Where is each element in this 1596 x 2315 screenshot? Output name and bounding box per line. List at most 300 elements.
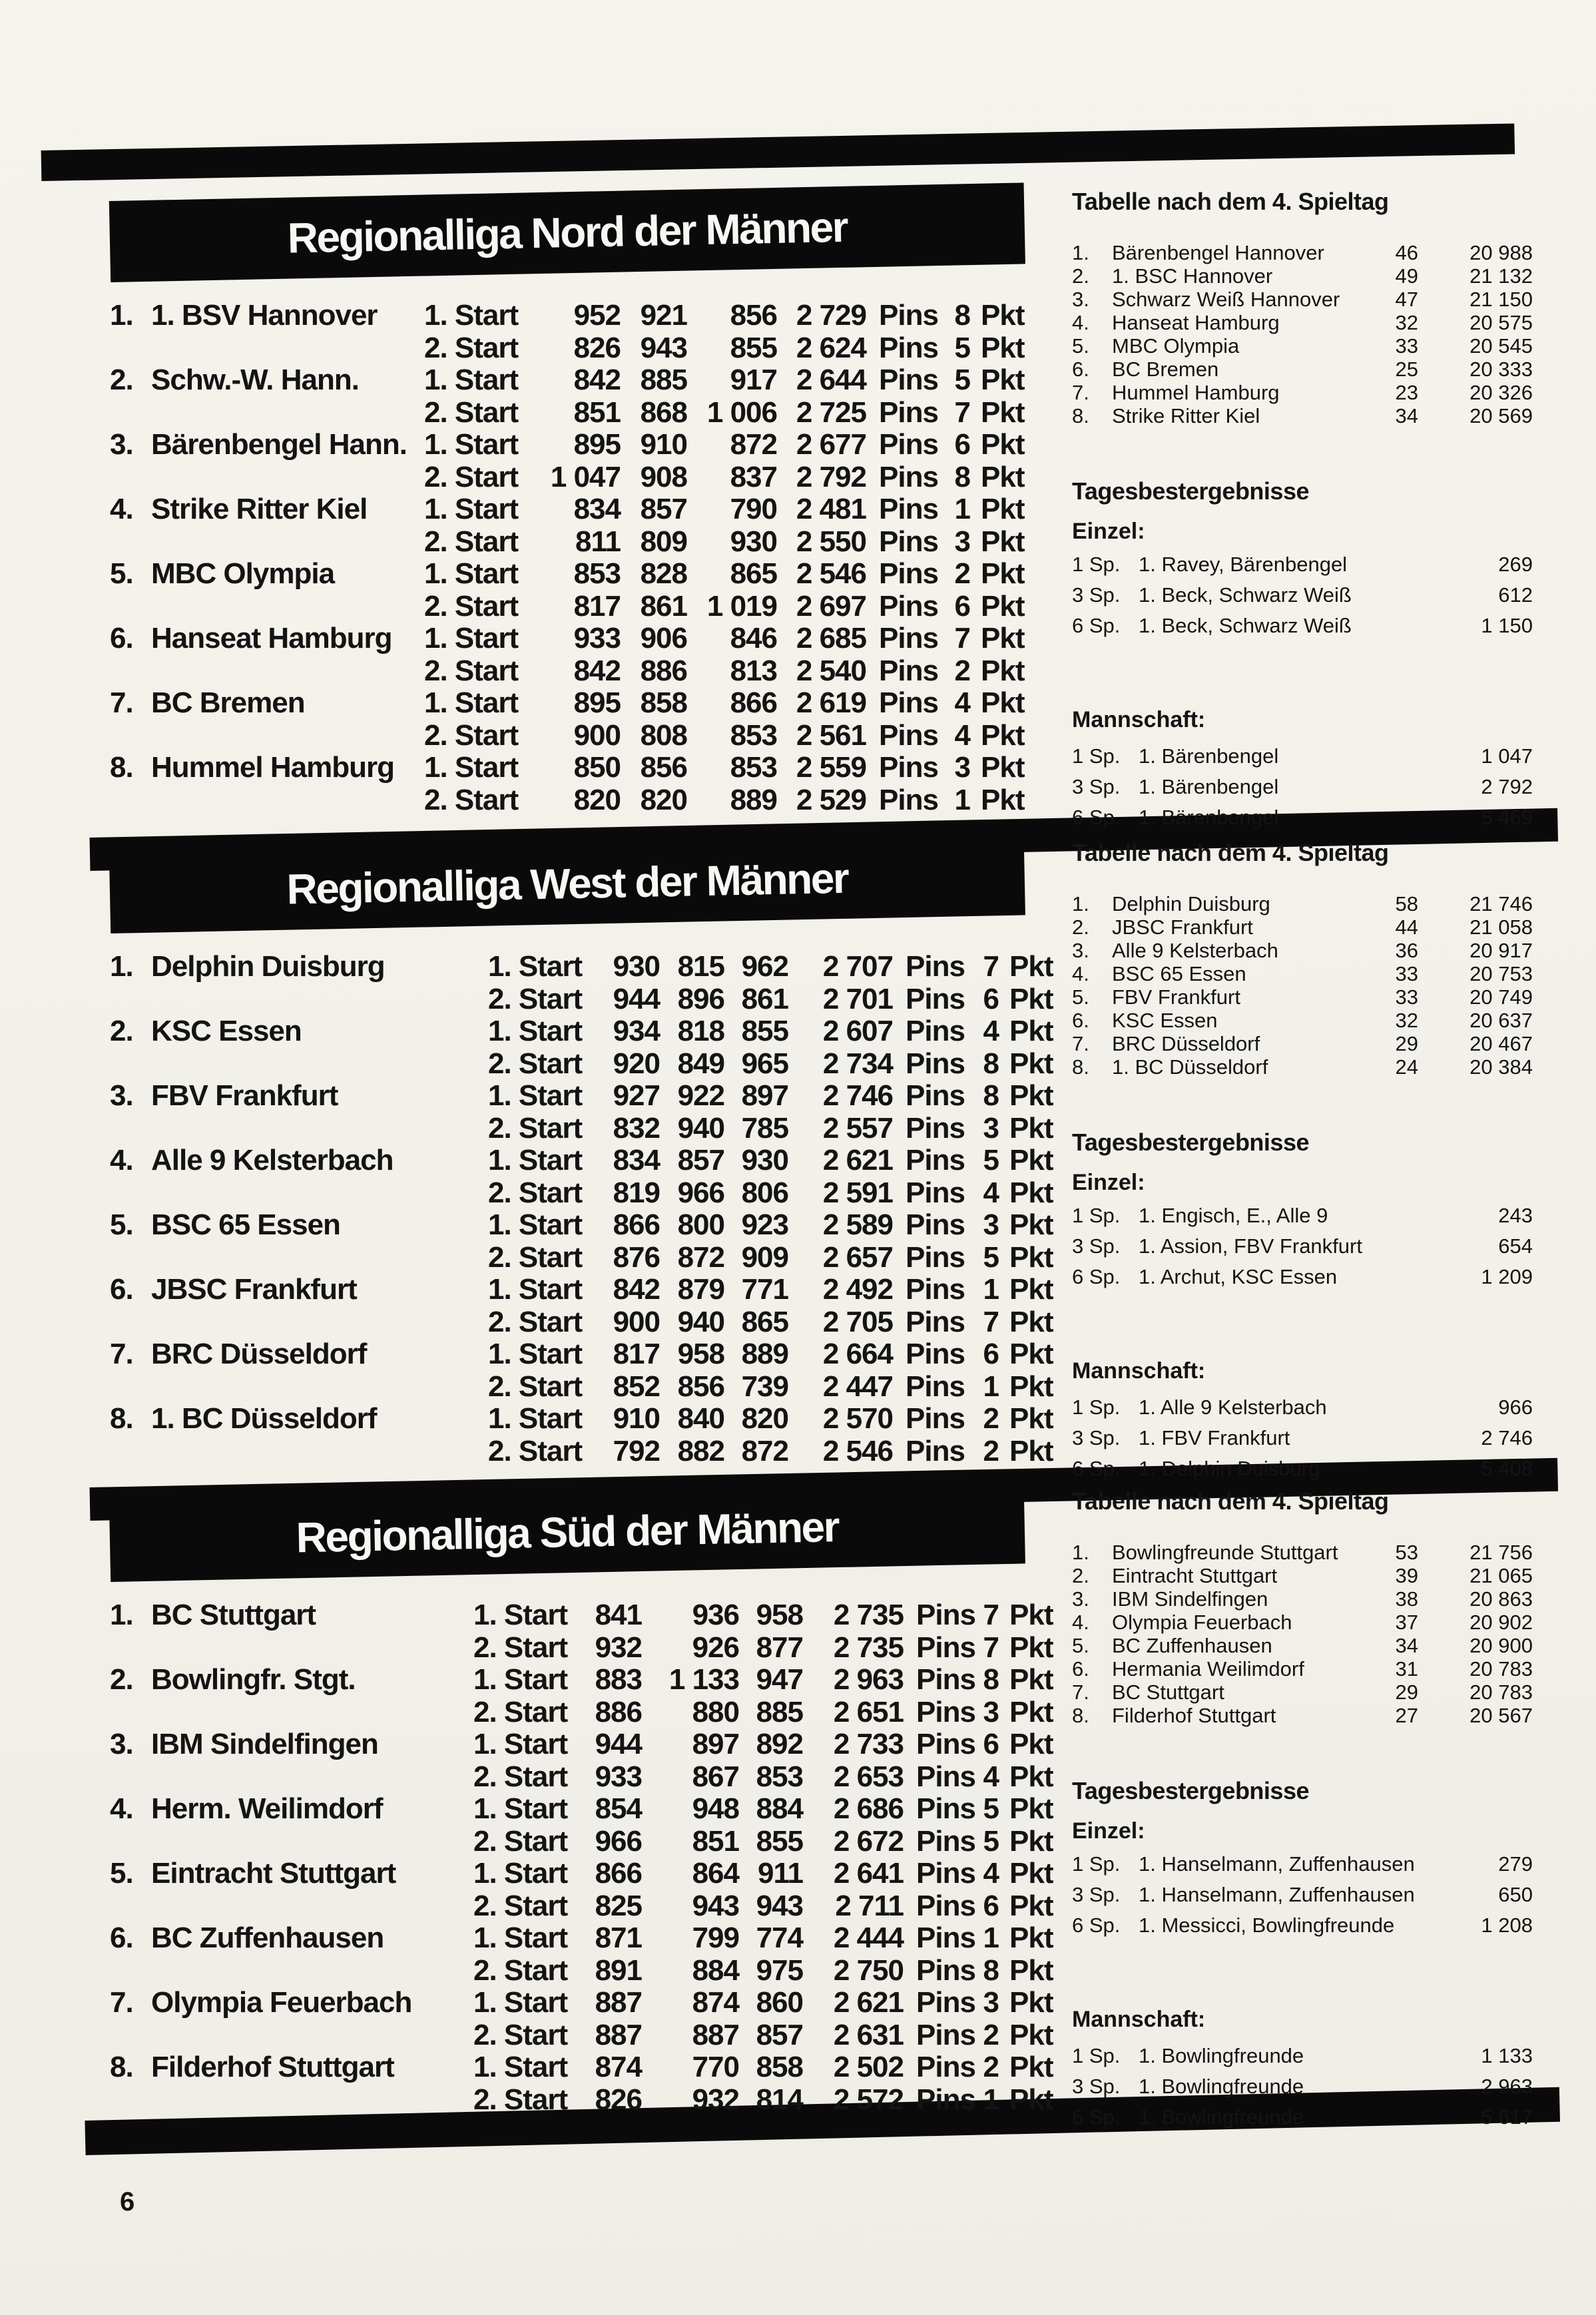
einzel-label: Einzel:: [1072, 1170, 1145, 1195]
standings-points: 24: [1395, 1055, 1418, 1079]
match-points: 3: [983, 1695, 999, 1728]
best-score: 654: [1498, 1234, 1533, 1258]
standings-row: [1072, 1587, 1533, 1611]
total-pins: 2 481: [796, 493, 866, 525]
standings-team: JBSC Frankfurt: [1112, 915, 1253, 939]
game-3-score: 877: [756, 1631, 803, 1664]
game-2-score: 879: [677, 1273, 724, 1306]
page-number: 6: [120, 2187, 135, 2216]
top-divider-bar: [41, 123, 1515, 181]
start-label: 2. Start: [488, 1370, 583, 1403]
team-rank: 8.: [110, 1402, 133, 1435]
team-rank: 4.: [110, 1144, 133, 1176]
total-pins: 2 557: [822, 1111, 893, 1145]
team-rank: 6.: [110, 1922, 133, 1954]
pins-label: Pins: [906, 1338, 965, 1370]
einzel-best-list: [1072, 549, 1533, 641]
game-2-score: 887: [692, 2018, 739, 2051]
standings-points: 25: [1395, 358, 1418, 381]
pins-label: Pins: [879, 654, 938, 687]
team-row: [110, 1145, 1055, 1209]
game-2-score: 864: [692, 1857, 739, 1890]
pins-label: Pins: [906, 1370, 965, 1403]
pkt-label: Pkt: [981, 654, 1025, 687]
pins-label: Pins: [906, 1144, 965, 1176]
team-name: 1. BC Düsseldorf: [151, 1402, 377, 1435]
game-3-score: 872: [741, 1434, 788, 1467]
team-best-row: [1072, 2041, 1533, 2071]
team-rank: 4.: [110, 493, 133, 525]
total-pins: 2 701: [822, 982, 893, 1015]
total-pins: 2 651: [833, 1695, 904, 1728]
standings-team: BC Bremen: [1112, 358, 1219, 381]
game-2-score: 958: [677, 1338, 724, 1370]
standings-rank: 2.: [1072, 915, 1089, 939]
pkt-label: Pkt: [1009, 1208, 1053, 1241]
team-name: Schw.-W. Hann.: [151, 364, 359, 396]
standings-row: [1072, 264, 1533, 288]
total-pins: 2 644: [796, 364, 866, 396]
team-best-row: [1072, 2102, 1533, 2133]
start-label: 2. Start: [488, 1047, 583, 1080]
standings-pins: 20 902: [1469, 1611, 1533, 1634]
game-2-score: 849: [677, 1047, 724, 1080]
standings-team: Hanseat Hamburg: [1112, 311, 1280, 334]
team-best-list: [1072, 741, 1533, 833]
team-best-row: [1072, 1423, 1533, 1453]
pins-label: Pins: [916, 1760, 975, 1793]
standings-rank: 5.: [1072, 334, 1089, 358]
team-entry: 1. FBV Frankfurt: [1139, 1426, 1290, 1449]
team-row: [110, 364, 1024, 429]
player-entry: 1. Assion, FBV Frankfurt: [1139, 1234, 1362, 1258]
player-entry: 1. Messicci, Bowlingfreunde: [1139, 1914, 1395, 1937]
best-score: 5 617: [1481, 2105, 1533, 2129]
team-name: Filderhof Stuttgart: [151, 2051, 394, 2083]
team-entry: 1. Bowlingfreunde: [1139, 2075, 1304, 2098]
pkt-label: Pkt: [981, 589, 1025, 623]
match-points: 8: [983, 1047, 999, 1080]
total-pins: 2 697: [796, 589, 866, 623]
best-score: 243: [1498, 1204, 1533, 1227]
standings-row: [1072, 404, 1533, 427]
total-pins: 2 621: [822, 1144, 893, 1176]
game-2-score: 884: [692, 1953, 739, 1987]
team-row: [110, 1728, 1059, 1793]
total-pins: 2 711: [835, 1889, 904, 1922]
pins-label: Pins: [906, 982, 965, 1015]
game-3-score: 892: [756, 1728, 803, 1760]
standings-row: [1072, 915, 1533, 939]
team-rank: 6.: [110, 622, 133, 654]
pkt-label: Pkt: [1009, 1986, 1053, 2019]
game-3-score: 965: [741, 1047, 788, 1080]
team-name: BC Stuttgart: [151, 1599, 316, 1631]
start-label: 2. Start: [488, 1434, 583, 1467]
team-rank: 5.: [110, 1208, 133, 1241]
match-points: 5: [983, 1792, 999, 1825]
game-1-score: 900: [573, 718, 621, 752]
team-row: [110, 1338, 1055, 1403]
game-3-score: 962: [741, 950, 788, 983]
standings-points: 47: [1395, 288, 1418, 311]
start-label: 2. Start: [473, 1631, 568, 1664]
games-count: 3 Sp.: [1072, 1883, 1121, 1906]
team-row: [110, 429, 1024, 493]
standings-rank: 1.: [1072, 892, 1089, 915]
standings-rank: 6.: [1072, 1657, 1089, 1680]
game-2-score: 851: [692, 1824, 739, 1858]
pkt-label: Pkt: [1009, 1176, 1053, 1209]
best-score: 966: [1498, 1396, 1533, 1419]
pins-label: Pins: [879, 364, 938, 396]
start-label: 2. Start: [473, 1760, 568, 1793]
match-points: 3: [954, 751, 970, 784]
total-pins: 2 570: [822, 1402, 893, 1435]
standings-title: Tabelle nach dem 4. Spieltag: [1072, 1487, 1389, 1515]
standings-rank: 7.: [1072, 381, 1089, 404]
standings-rank: 2.: [1072, 264, 1089, 288]
game-1-score: 851: [573, 395, 621, 429]
total-pins: 2 707: [822, 950, 893, 983]
start-label: 2. Start: [424, 525, 519, 558]
team-entry: 1. Alle 9 Kelsterbach: [1139, 1396, 1327, 1419]
game-3-score: 846: [730, 622, 777, 654]
match-points: 8: [954, 460, 970, 493]
standings-team: Filderhof Stuttgart: [1112, 1704, 1276, 1727]
standings-team: Eintracht Stuttgart: [1112, 1564, 1278, 1587]
pkt-label: Pkt: [1009, 1728, 1053, 1760]
start-label: 1. Start: [488, 1208, 583, 1241]
game-3-score: 889: [741, 1338, 788, 1370]
team-rank: 8.: [110, 2051, 133, 2083]
game-1-score: 817: [573, 589, 621, 623]
standings-row: [1072, 1032, 1533, 1055]
pkt-label: Pkt: [1009, 1305, 1053, 1338]
team-entry: 1. Bärenbengel: [1139, 744, 1279, 768]
start-label: 2. Start: [473, 1695, 568, 1728]
standings-rank: 4.: [1072, 311, 1089, 334]
game-2-score: 897: [692, 1728, 739, 1760]
total-pins: 2 621: [833, 1986, 904, 2019]
match-points: 1: [983, 1922, 999, 1954]
standings-row: [1072, 1657, 1533, 1680]
standings-pins: 20 753: [1469, 962, 1533, 985]
total-pins: 2 631: [833, 2018, 904, 2051]
best-score: 5 469: [1481, 806, 1533, 829]
team-row: [110, 1015, 1055, 1080]
match-points: 5: [954, 364, 970, 396]
games-count: 6 Sp.: [1072, 1265, 1121, 1288]
match-points: 6: [983, 1889, 999, 1922]
team-best-list: [1072, 2041, 1533, 2133]
einzel-best-list: [1072, 1200, 1533, 1292]
pkt-label: Pkt: [1009, 1857, 1053, 1890]
pkt-label: Pkt: [1009, 1434, 1053, 1467]
standings-row: [1072, 1704, 1533, 1727]
team-rank: 5.: [110, 557, 133, 590]
einzel-label: Einzel:: [1072, 519, 1145, 544]
game-3-score: 861: [741, 982, 788, 1015]
best-score: 2 746: [1481, 1426, 1533, 1449]
daybest-title: Tagesbestergebnisse: [1072, 1129, 1309, 1156]
total-pins: 2 653: [833, 1760, 904, 1793]
standings-team: KSC Essen: [1112, 1009, 1218, 1032]
games-count: 1 Sp.: [1072, 744, 1121, 768]
player-entry: 1. Beck, Schwarz Weiß: [1139, 583, 1352, 607]
game-3-score: 853: [730, 751, 777, 784]
total-pins: 2 559: [796, 751, 866, 784]
standings-rank: 6.: [1072, 358, 1089, 381]
standings-team: Delphin Duisburg: [1112, 892, 1270, 915]
standings-points: 34: [1395, 1634, 1418, 1657]
player-entry: 1. Hanselmann, Zuffenhausen: [1139, 1852, 1415, 1876]
pins-label: Pins: [879, 525, 938, 558]
einzel-best-row: [1072, 1200, 1533, 1231]
einzel-best-row: [1072, 1880, 1533, 1910]
standings-row: [1072, 241, 1533, 264]
game-1-score: 854: [595, 1792, 642, 1825]
standings-points: 29: [1395, 1032, 1418, 1055]
game-3-score: 889: [730, 783, 777, 816]
pkt-label: Pkt: [1009, 1631, 1053, 1664]
game-1-score: 966: [595, 1824, 642, 1858]
game-2-score: 922: [677, 1079, 724, 1112]
pins-label: Pins: [906, 1015, 965, 1047]
match-points: 2: [983, 1402, 999, 1435]
pins-label: Pins: [879, 751, 938, 784]
standings-table: [1072, 241, 1533, 427]
game-3-score: 855: [730, 331, 777, 364]
game-2-score: 921: [640, 299, 687, 332]
game-1-score: 1 047: [550, 460, 621, 493]
match-points: 7: [983, 1305, 999, 1338]
team-entry: 1. Delphin Duisburg: [1139, 1457, 1320, 1480]
game-2-score: 943: [692, 1889, 739, 1922]
game-2-score: 818: [677, 1015, 724, 1047]
pins-label: Pins: [906, 1240, 965, 1274]
pins-label: Pins: [916, 1857, 975, 1890]
game-2-score: 885: [640, 364, 687, 396]
team-rank: 3.: [110, 428, 133, 461]
match-points: 3: [983, 1986, 999, 2019]
pkt-label: Pkt: [981, 686, 1025, 719]
pins-label: Pins: [906, 1111, 965, 1145]
einzel-best-list: [1072, 1849, 1533, 1941]
game-1-score: 820: [573, 783, 621, 816]
standings-points: 32: [1395, 1009, 1418, 1032]
start-label: 1. Start: [488, 1402, 583, 1435]
pins-label: Pins: [916, 2018, 975, 2051]
match-points: 1: [983, 2083, 999, 2116]
best-score: 1 208: [1481, 1914, 1533, 1937]
game-2-score: 800: [677, 1208, 724, 1241]
pins-label: Pins: [916, 1953, 975, 1987]
pkt-label: Pkt: [1009, 1370, 1053, 1403]
match-points: 2: [954, 654, 970, 687]
standings-row: [1072, 1680, 1533, 1704]
game-2-score: 856: [640, 751, 687, 784]
match-points: 6: [983, 982, 999, 1015]
game-1-score: 886: [595, 1695, 642, 1728]
game-1-score: 826: [595, 2083, 642, 2116]
game-2-score: 858: [640, 686, 687, 719]
game-1-score: 874: [595, 2051, 642, 2083]
standings-pins: 20 567: [1469, 1704, 1533, 1727]
standings-row: [1072, 1541, 1533, 1564]
pkt-label: Pkt: [1009, 1824, 1053, 1858]
best-score: 1 209: [1481, 1265, 1533, 1288]
section-title: Regionalliga West der Männer: [286, 854, 848, 913]
total-pins: 2 733: [833, 1728, 904, 1760]
player-entry: 1. Hanselmann, Zuffenhausen: [1139, 1883, 1415, 1906]
pkt-label: Pkt: [981, 395, 1025, 429]
game-3-score: 930: [730, 525, 777, 558]
game-3-score: 911: [758, 1857, 803, 1890]
total-pins: 2 735: [833, 1631, 904, 1664]
start-label: 1. Start: [488, 950, 583, 983]
game-3-score: 855: [756, 1824, 803, 1858]
total-pins: 2 725: [796, 395, 866, 429]
match-points: 4: [983, 1176, 999, 1209]
pins-label: Pins: [879, 395, 938, 429]
match-points: 2: [954, 557, 970, 590]
mannschaft-label: Mannschaft:: [1072, 2007, 1206, 2032]
game-1-score: 811: [575, 525, 621, 558]
pkt-label: Pkt: [981, 299, 1025, 332]
total-pins: 2 619: [796, 686, 866, 719]
game-3-score: 865: [730, 557, 777, 590]
game-2-score: 799: [692, 1922, 739, 1954]
game-1-score: 883: [595, 1663, 642, 1696]
total-pins: 2 561: [796, 718, 866, 752]
standings-rank: 3.: [1072, 1587, 1089, 1611]
standings-points: 34: [1395, 404, 1418, 427]
team-row: [110, 1209, 1055, 1274]
total-pins: 2 444: [833, 1922, 904, 1954]
total-pins: 2 502: [833, 2051, 904, 2083]
pins-label: Pins: [906, 1208, 965, 1241]
total-pins: 2 963: [833, 1663, 904, 1696]
pins-label: Pins: [879, 783, 938, 816]
games-count: 6 Sp.: [1072, 614, 1121, 637]
standings-row: [1072, 939, 1533, 962]
standings-rank: 8.: [1072, 404, 1089, 427]
total-pins: 2 447: [822, 1370, 893, 1403]
match-points: 1: [954, 493, 970, 525]
standings-pins: 21 150: [1469, 288, 1533, 311]
pins-label: Pins: [906, 1273, 965, 1306]
standings-pins: 20 917: [1469, 939, 1533, 962]
team-row: [110, 752, 1024, 816]
game-3-score: 975: [756, 1953, 803, 1987]
games-count: 3 Sp.: [1072, 775, 1121, 798]
pkt-label: Pkt: [1009, 1047, 1053, 1080]
team-results-table: [110, 1599, 1059, 2116]
standings-team: FBV Frankfurt: [1112, 985, 1240, 1009]
game-1-score: 834: [573, 493, 621, 525]
total-pins: 2 685: [796, 622, 866, 654]
pkt-label: Pkt: [1009, 1402, 1053, 1435]
standings-pins: 20 988: [1469, 241, 1533, 264]
start-label: 2. Start: [488, 1305, 583, 1338]
game-3-score: 1 019: [706, 589, 777, 623]
standings-team: Bärenbengel Hannover: [1112, 241, 1324, 264]
pins-label: Pins: [916, 1986, 975, 2019]
standings-points: 49: [1395, 264, 1418, 288]
games-count: 1 Sp.: [1072, 2044, 1121, 2067]
pkt-label: Pkt: [1009, 1079, 1053, 1112]
standings-row: [1072, 1634, 1533, 1657]
games-count: 1 Sp.: [1072, 1204, 1121, 1227]
team-name: Strike Ritter Kiel: [151, 493, 368, 525]
game-1-score: 933: [595, 1760, 642, 1793]
einzel-best-row: [1072, 1849, 1533, 1880]
game-3-score: 813: [730, 654, 777, 687]
game-1-score: 944: [613, 982, 660, 1015]
match-points: 1: [983, 1370, 999, 1403]
pkt-label: Pkt: [981, 525, 1025, 558]
pkt-label: Pkt: [1009, 1695, 1053, 1728]
games-count: 3 Sp.: [1072, 583, 1121, 607]
pkt-label: Pkt: [981, 364, 1025, 396]
game-1-score: 842: [573, 364, 621, 396]
pins-label: Pins: [879, 460, 938, 493]
pkt-label: Pkt: [1009, 1922, 1053, 1954]
total-pins: 2 529: [796, 783, 866, 816]
player-entry: 1. Beck, Schwarz Weiß: [1139, 614, 1352, 637]
match-points: 3: [983, 1208, 999, 1241]
total-pins: 2 591: [822, 1176, 893, 1209]
start-label: 1. Start: [424, 622, 519, 654]
team-row: [110, 1987, 1059, 2051]
game-1-score: 952: [573, 299, 621, 332]
best-score: 612: [1498, 583, 1533, 607]
game-2-score: 880: [692, 1695, 739, 1728]
team-best-row: [1072, 1392, 1533, 1423]
standings-team: Hummel Hamburg: [1112, 381, 1280, 404]
pkt-label: Pkt: [1009, 1663, 1053, 1696]
match-points: 8: [954, 299, 970, 332]
standings-rank: 1.: [1072, 1541, 1089, 1564]
pins-label: Pins: [906, 1305, 965, 1338]
pkt-label: Pkt: [1009, 1144, 1053, 1176]
team-entry: 1. Bärenbengel: [1139, 775, 1279, 798]
standings-rank: 8.: [1072, 1055, 1089, 1079]
standings-points: 36: [1395, 939, 1418, 962]
match-points: 7: [983, 1631, 999, 1664]
team-name: Herm. Weilimdorf: [151, 1792, 383, 1825]
pkt-label: Pkt: [981, 493, 1025, 525]
start-label: 1. Start: [424, 751, 519, 784]
game-3-score: 872: [730, 428, 777, 461]
game-2-score: 815: [677, 950, 724, 983]
game-3-score: 771: [741, 1273, 788, 1306]
game-2-score: 882: [677, 1434, 724, 1467]
team-name: Hummel Hamburg: [151, 751, 394, 784]
game-2-score: 908: [640, 460, 687, 493]
start-label: 1. Start: [488, 1144, 583, 1176]
team-row: [110, 1080, 1055, 1145]
start-label: 1. Start: [424, 428, 519, 461]
team-rank: 2.: [110, 364, 133, 396]
match-points: 2: [983, 2051, 999, 2083]
game-3-score: 858: [756, 2051, 803, 2083]
team-row: [110, 558, 1024, 623]
player-entry: 1. Archut, KSC Essen: [1139, 1265, 1338, 1288]
team-name: Eintracht Stuttgart: [151, 1857, 396, 1890]
standings-pins: 21 058: [1469, 915, 1533, 939]
